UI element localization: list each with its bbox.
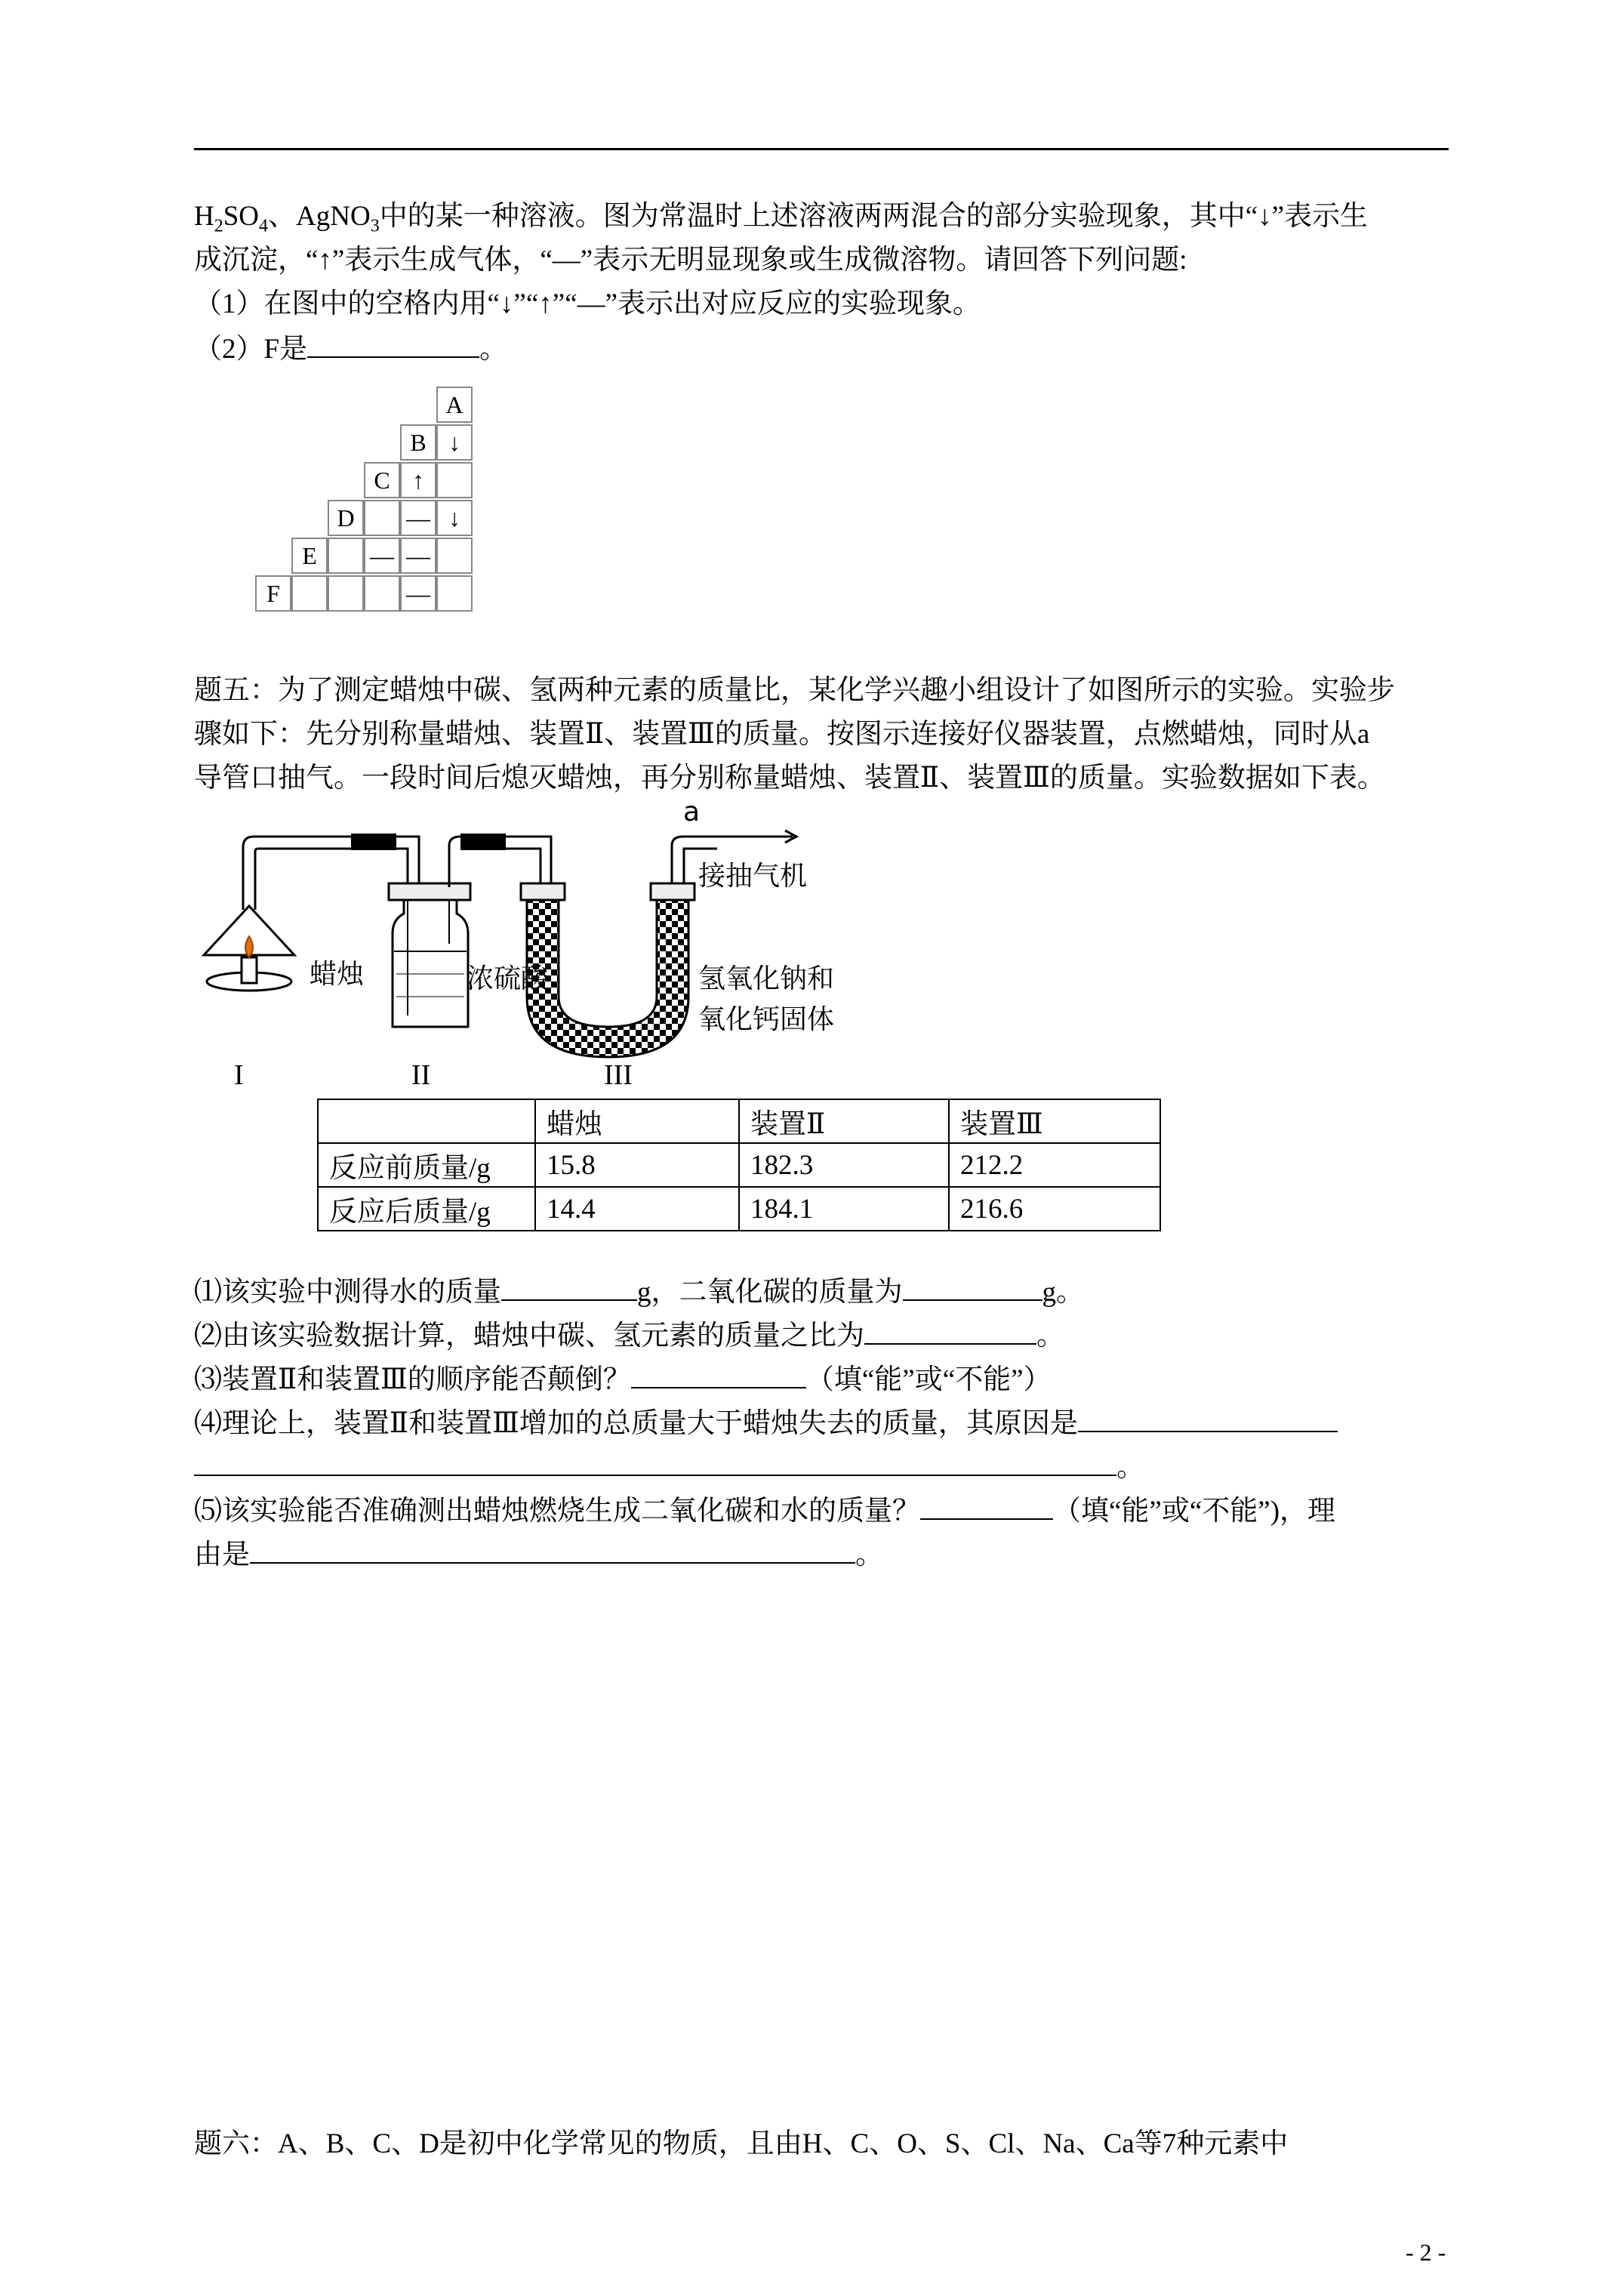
table-header-cell: 装置Ⅲ <box>949 1099 1160 1143</box>
subquestion-1: ⑴该实验中测得水的质量 g，二氧化碳的质量为 g。 <box>194 1272 1084 1311</box>
q5-paragraph-2: 骤如下：先分别称量蜡烛、装置Ⅱ、装置Ⅲ的质量。按图示连接好仪器装置，点燃蜡烛，同时从a <box>194 719 1370 750</box>
answer-blank-accuracy-reason[interactable] <box>250 1535 855 1564</box>
question-2: （2）F是 。 <box>194 329 507 368</box>
subquestion-5: ⑸该实验能否准确测出蜡烛燃烧生成二氧化碳和水的质量？ （填“能”或“不能”)，理 <box>194 1491 1335 1530</box>
grid-cell-e-d[interactable] <box>328 538 364 574</box>
page-number: - 2 - <box>1406 2239 1446 2266</box>
answer-blank-water[interactable] <box>501 1272 637 1301</box>
grid-cell-e-b[interactable]: — <box>400 538 436 574</box>
table-cell: 216.6 <box>949 1187 1160 1231</box>
table-cell: 14.4 <box>535 1187 739 1231</box>
answer-blank-ratio[interactable] <box>864 1316 1036 1345</box>
device-label-2: II <box>411 1059 431 1091</box>
table-header-cell <box>318 1099 535 1143</box>
grid-label-a: A <box>436 387 473 423</box>
grid-label-f: F <box>255 575 291 612</box>
grid-label-c: C <box>364 462 400 498</box>
answer-blank-accuracy[interactable] <box>920 1491 1053 1520</box>
device-label-1: I <box>234 1059 244 1091</box>
grid-cell-f-a[interactable] <box>436 575 473 612</box>
table-row <box>318 1187 1160 1231</box>
solid-label-1: 氢氧化钠和 <box>698 963 835 994</box>
subquestion-2: ⑵由该实验数据计算，蜡烛中碳、氢元素的质量之比为 。 <box>194 1316 1064 1355</box>
table-header-cell: 蜡烛 <box>535 1099 739 1143</box>
grid-cell-c-b[interactable]: ↑ <box>400 462 436 498</box>
question-1: （1）在图中的空格内用“↓”“↑”“—”表示出对应反应的实验现象。 <box>194 288 981 319</box>
subquestion-4-cont: 。 <box>194 1447 1144 1487</box>
subquestion-4: ⑷理论上，装置Ⅱ和装置Ⅲ增加的总质量大于蜡烛失去的质量，其原因是 <box>194 1404 1338 1443</box>
grid-cell-e-c[interactable]: — <box>364 538 400 574</box>
answer-blank-reason-1[interactable] <box>1078 1404 1338 1432</box>
table-cell: 182.3 <box>739 1143 949 1187</box>
answer-blank-co2[interactable] <box>903 1272 1042 1301</box>
q5-paragraph-3: 导管口抽气。一段时间后熄灭蜡烛，再分别称量蜡烛、装置Ⅱ、装置Ⅲ的质量。实验数据如下表。 <box>194 763 1385 794</box>
table-cell: 反应前质量/g <box>318 1143 535 1187</box>
intro-line-2: 成沉淀，“↑”表示生成气体，“—”表示无明显现象或生成微溶物。请回答下列问题: <box>194 245 1187 276</box>
table-cell: 184.1 <box>739 1187 949 1231</box>
grid-cell-f-b[interactable]: — <box>400 575 436 612</box>
intro-line-1: $H_2SO_4$、AgNO$_3$中的某一种溶液。图为常温时上述溶液两两混合的部分实验现象，其中“↓”表示生 <box>194 201 1369 236</box>
grid-cell-f-c[interactable] <box>364 575 400 612</box>
answer-blank-order[interactable] <box>631 1360 806 1388</box>
mass-data-table <box>317 1099 1161 1231</box>
candle-label: 蜡烛 <box>310 959 365 990</box>
grid-cell-d-c[interactable] <box>364 500 400 536</box>
device-label-3: III <box>604 1059 633 1091</box>
rubber-connector <box>351 834 396 850</box>
table-header-cell: 装置Ⅱ <box>739 1099 949 1143</box>
grid-cell-e-a[interactable] <box>436 538 473 574</box>
grid-cell-f-e[interactable] <box>291 575 328 612</box>
grid-cell-d-b[interactable]: — <box>400 500 436 536</box>
solid-label-2: 氧化钙固体 <box>698 1004 835 1035</box>
grid-cell-b-a[interactable]: ↓ <box>436 424 473 461</box>
grid-cell-f-d[interactable] <box>328 575 364 612</box>
subquestion-5-cont: 由是 。 <box>194 1535 883 1574</box>
q5-paragraph-1: 题五：为了测定蜡烛中碳、氢两种元素的质量比，某化学兴趣小组设计了如图所示的实验。实验步 <box>194 675 1395 706</box>
table-cell: 反应后质量/g <box>318 1187 535 1231</box>
subquestion-3: ⑶装置Ⅱ和装置Ⅲ的顺序能否颠倒？ （填“能”或“不能”） <box>194 1360 1052 1399</box>
grid-cell-d-a[interactable]: ↓ <box>436 500 473 536</box>
experiment-apparatus <box>189 800 868 1087</box>
grid-cell-c-a[interactable] <box>436 462 473 498</box>
grid-label-d: D <box>328 500 364 536</box>
acid-label: 浓硫酸 <box>467 963 549 994</box>
q6-paragraph: 题六：A、B、C、D是初中化学常见的物质，且由H、C、O、S、Cl、Na、Ca等7种元素中 <box>194 2128 1289 2159</box>
grid-label-b: B <box>400 424 436 461</box>
table-header-row <box>318 1099 1160 1143</box>
table-row <box>318 1143 1160 1187</box>
header-rule <box>194 148 1449 150</box>
table-cell: 15.8 <box>535 1143 739 1187</box>
table-cell: 212.2 <box>949 1143 1160 1187</box>
answer-blank-reason-2[interactable] <box>194 1447 1116 1476</box>
arrow-right-icon <box>721 831 796 843</box>
answer-blank-f[interactable] <box>307 329 479 358</box>
flame-icon <box>245 936 253 957</box>
grid-label-e: E <box>291 538 328 574</box>
pump-label: 接抽气机 <box>698 861 808 892</box>
tube-outlet-label: a <box>683 797 701 827</box>
